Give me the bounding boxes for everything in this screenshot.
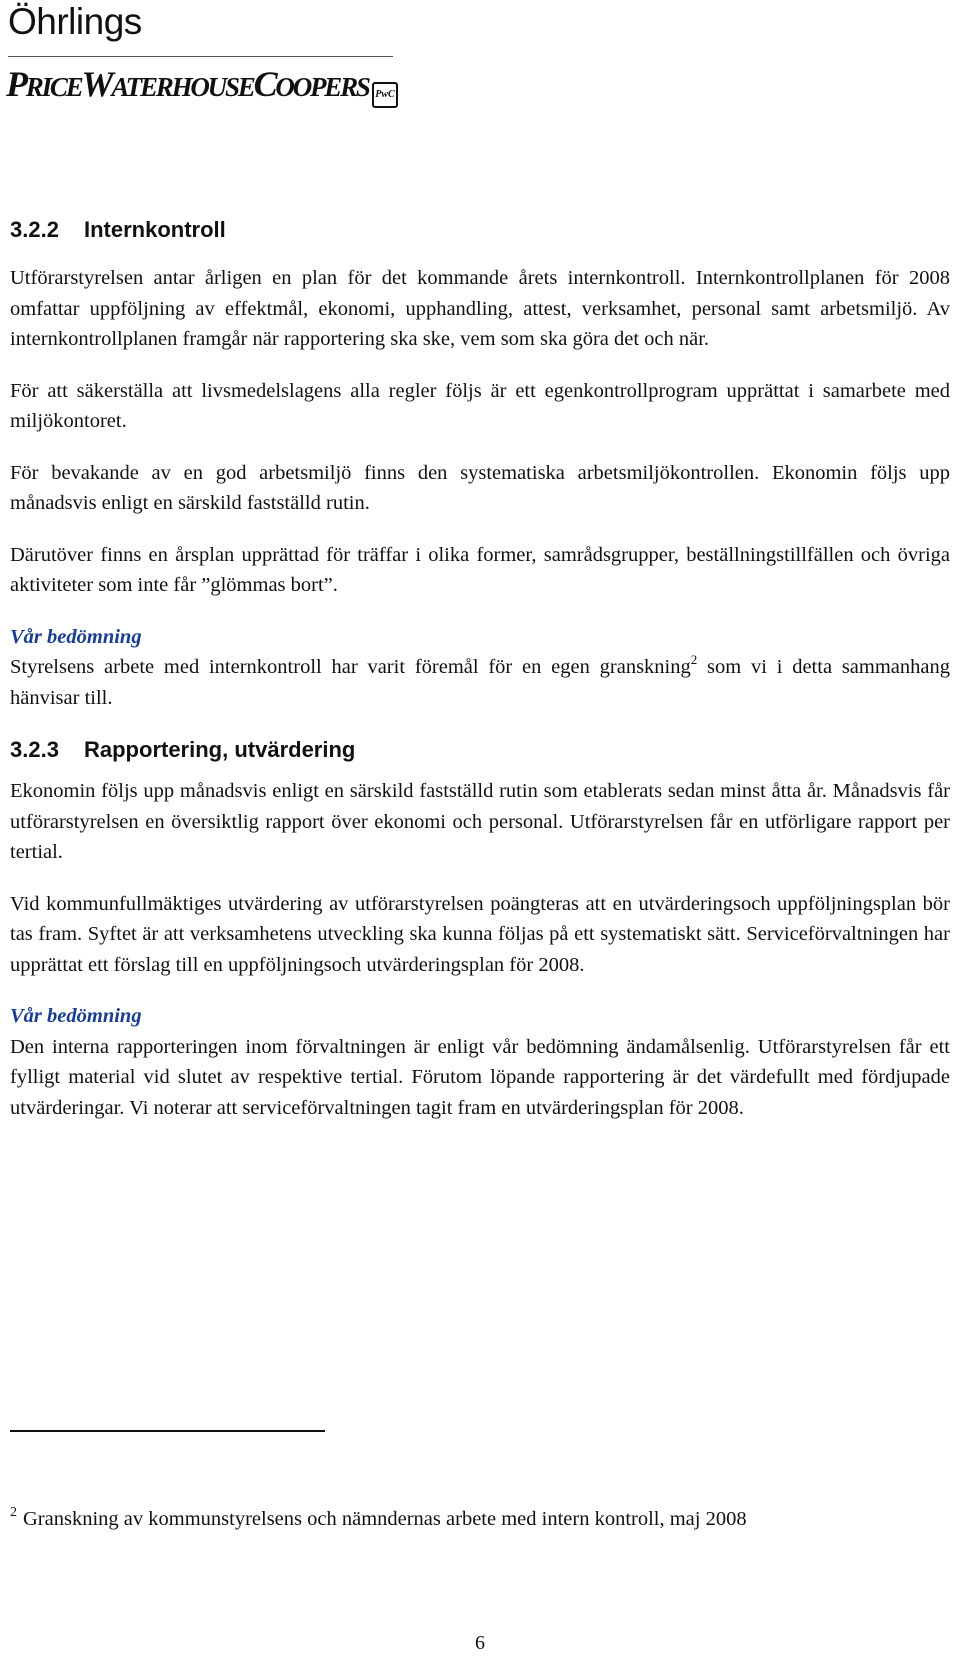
- assessment-block: [10, 1001, 950, 1123]
- footnote: [10, 1504, 747, 1534]
- logo-letter: P: [6, 64, 26, 104]
- section-title: Rapportering, utvärdering: [84, 737, 356, 762]
- pricewaterhousecoopers-logo: [6, 66, 369, 102]
- logo-divider: [8, 56, 393, 57]
- paragraph: För bevakande av en god arbetsmiljö finns den systematiska arbetsmiljökontrollen. Ekonomin följs upp månadsvis enligt en särskild fastställd rutin.: [10, 461, 950, 514]
- paragraph: Vid kommunfullmäktiges utvärdering av utförarstyrelsen poängteras att en utvärderingsoch uppföljningsplan bör tas fram. Syftet är att verksamhetens utveckling ska kunna följas på ett systematiskt sätt. Serviceförvaltningen har upprättat ett förslag till en uppföljningsoch utvärderingsplan för 2008.: [10, 892, 950, 976]
- logo-letter: C: [253, 64, 276, 104]
- logo-letters: ATERHOUSE: [111, 72, 254, 102]
- paragraph: Utförarstyrelsen antar årligen en plan för det kommande årets internkontroll. Internkontrollplanen för 2008 omfattar uppföljning av effektmål, ekonomi, upphandling, attest, verksamhet, personal samt arbetsmiljö. Av internkontrollplanen framgår när rapportering ska ske, vem som ska göra det och när.: [10, 267, 950, 350]
- footnote-separator: [10, 1430, 325, 1432]
- paragraph: För att säkerställa att livsmedelslagens alla regler följs är ett egenkontrollprogram upprättat i samarbete med miljökontoret.: [10, 379, 950, 432]
- assessment-text: Styrelsens arbete med internkontroll har varit föremål för en egen granskning: [10, 656, 691, 678]
- pwc-mark-icon: PwC: [372, 82, 398, 108]
- assessment-block: [10, 622, 950, 714]
- footnote-marker: 2: [10, 1505, 17, 1520]
- section-heading-rapportering: [10, 734, 950, 766]
- page-number: 6: [475, 1632, 485, 1654]
- assessment-text: Den interna rapporteringen inom förvaltningen är enligt vår bedömning ändamålsenlig. Utförarstyrelsen får ett fylligt material vid slutet av respektive tertial. Förutom löpande rapportering är det värdefullt med fördjupade utvärderingar. Vi noterar att serviceförvaltningen tagit fram en utvärderingsplan för 2008.: [10, 1035, 950, 1119]
- paragraph: Ekonomin följs upp månadsvis enligt en särskild fastställd rutin som etablerats sedan minst åtta år. Månadsvis får utförarstyrelsen en översiktlig rapport över ekonomi och personal. Utförarstyrelsen får en utförligare rapport per tertial.: [10, 780, 950, 863]
- section-number: 3.2.3: [10, 737, 59, 762]
- section-title: Internkontroll: [84, 217, 226, 242]
- ohrlings-logo: Öhrlings: [8, 1, 142, 42]
- footnote-text: Granskning av kommunstyrelsens och nämndernas arbete med intern kontroll, maj 2008: [23, 1508, 747, 1530]
- assessment-heading: Vår bedömning: [10, 625, 142, 648]
- document-body: [10, 214, 950, 1144]
- logo-letters: RICE: [25, 72, 82, 102]
- footnote-reference[interactable]: 2: [690, 652, 698, 667]
- logo-letters: OOPERS: [275, 72, 369, 102]
- logo-letter: W: [81, 64, 112, 104]
- section-heading-internkontroll: [10, 214, 950, 246]
- assessment-heading: Vår bedömning: [10, 1005, 142, 1027]
- section-number: 3.2.2: [10, 217, 59, 242]
- assessment-text-continued: som vi i detta sammanhang hänvisar till.: [10, 656, 950, 709]
- paragraph: Därutöver finns en årsplan upprättad för träffar i olika former, samrådsgrupper, beställningstillfällen och övriga aktiviteter som inte får ”glömmas bort”.: [10, 543, 950, 596]
